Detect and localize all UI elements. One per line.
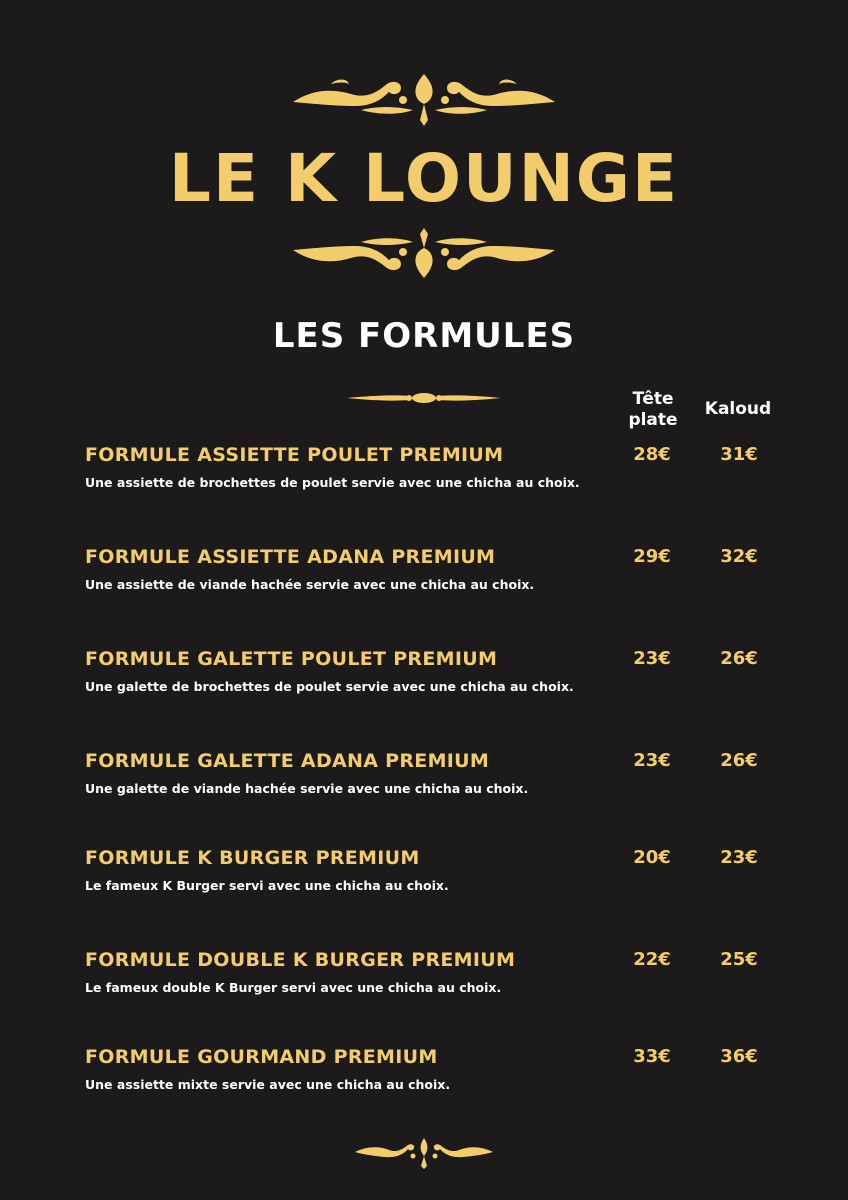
menu-item xyxy=(85,948,785,1008)
price-kaloud: 26€ xyxy=(720,750,758,771)
price-kaloud: 32€ xyxy=(720,546,758,567)
bottom-flourish-icon xyxy=(0,1136,848,1170)
page-title: LE K LOUNGE xyxy=(168,140,680,217)
price-kaloud: 25€ xyxy=(720,949,758,970)
item-name: FORMULE K BURGER PREMIUM xyxy=(85,847,420,869)
menu-item xyxy=(85,545,785,605)
menu-item xyxy=(85,846,785,906)
price-tete-plate: 28€ xyxy=(633,444,671,465)
price-kaloud: 26€ xyxy=(720,648,758,669)
item-name: FORMULE GOURMAND PREMIUM xyxy=(85,1046,438,1068)
menu-item xyxy=(85,1045,785,1105)
item-description: Une galette de brochettes de poulet servie avec une chicha au choix. xyxy=(85,679,574,694)
price-kaloud: 31€ xyxy=(720,444,758,465)
item-description: Une assiette de brochettes de poulet servie avec une chicha au choix. xyxy=(85,475,580,490)
item-description: Une assiette mixte servie avec une chicha au choix. xyxy=(85,1077,451,1092)
menu-item xyxy=(85,647,785,707)
column-header-kaloud: Kaloud xyxy=(704,399,772,419)
item-name: FORMULE GALETTE POULET PREMIUM xyxy=(85,648,498,670)
menu-item xyxy=(85,749,785,809)
mid-flourish-icon xyxy=(0,228,848,282)
column-header-tete-plate: Tête plate xyxy=(628,389,678,430)
item-description: Une galette de viande hachée servie avec une chicha au choix. xyxy=(85,781,529,796)
menu-item xyxy=(85,443,785,503)
item-name: FORMULE ASSIETTE ADANA PREMIUM xyxy=(85,546,496,568)
item-description: Le fameux double K Burger servi avec une chicha au choix. xyxy=(85,980,502,995)
top-flourish-icon xyxy=(0,70,848,128)
item-description: Le fameux K Burger servi avec une chicha au choix. xyxy=(85,878,449,893)
item-description: Une assiette de viande hachée servie avec une chicha au choix. xyxy=(85,577,535,592)
item-name: FORMULE DOUBLE K BURGER PREMIUM xyxy=(85,949,516,971)
price-kaloud: 23€ xyxy=(720,847,758,868)
price-tete-plate: 23€ xyxy=(633,648,671,669)
price-tete-plate: 20€ xyxy=(633,847,671,868)
price-tete-plate: 22€ xyxy=(633,949,671,970)
item-name: FORMULE GALETTE ADANA PREMIUM xyxy=(85,750,490,772)
section-title: LES FORMULES xyxy=(272,316,576,356)
price-tete-plate: 23€ xyxy=(633,750,671,771)
price-tete-plate: 29€ xyxy=(633,546,671,567)
price-kaloud: 36€ xyxy=(720,1046,758,1067)
price-tete-plate: 33€ xyxy=(633,1046,671,1067)
item-name: FORMULE ASSIETTE POULET PREMIUM xyxy=(85,444,504,466)
